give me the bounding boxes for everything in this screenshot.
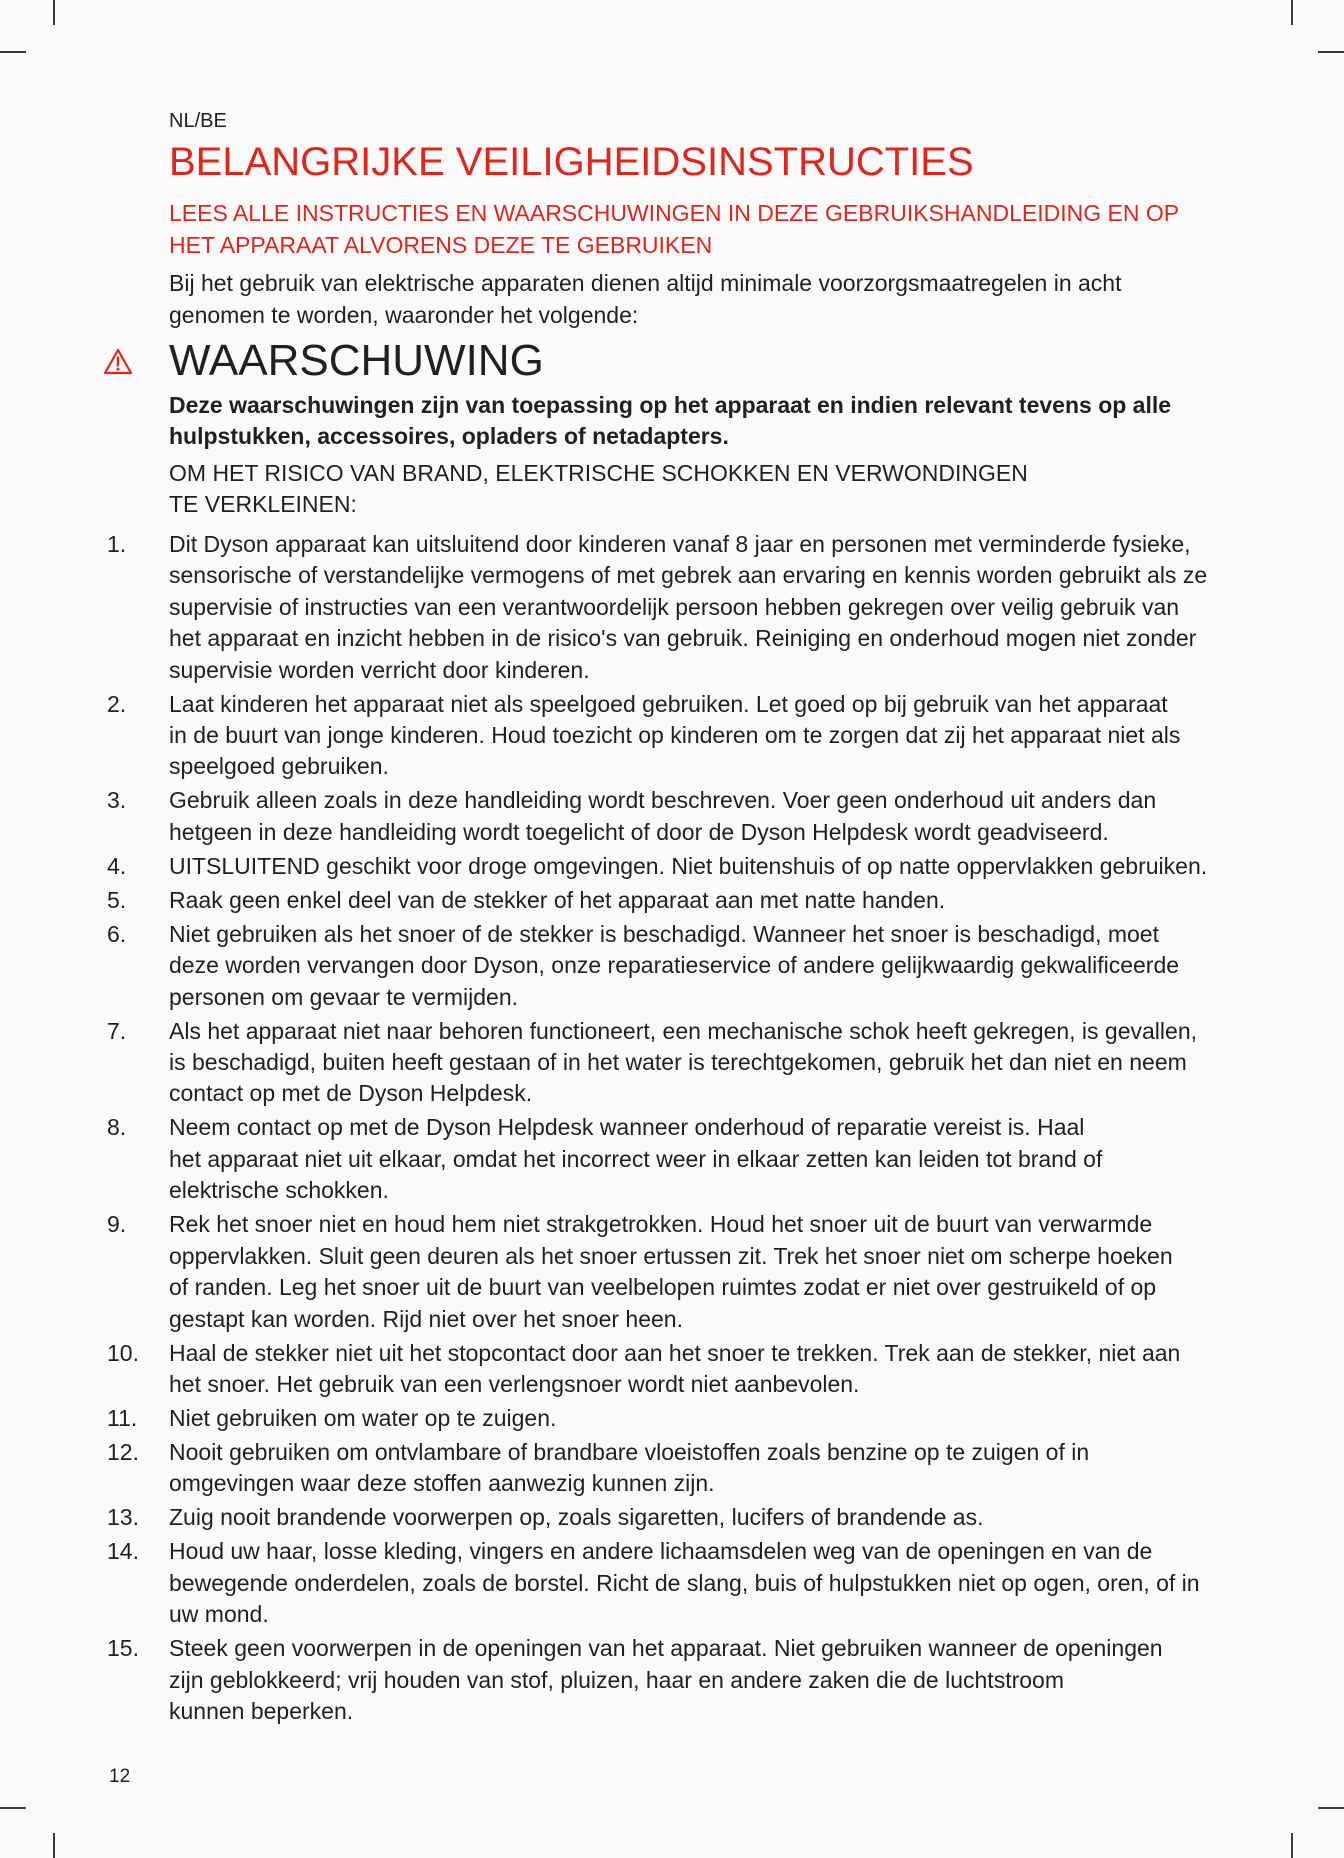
- instruction-list: [0, 529, 1344, 1730]
- instruction-line: het apparaat en inzicht hebben in de risico's van gebruik. Reiniging en onderhoud mogen niet zonder: [169, 625, 1197, 652]
- crop-mark-bottom-right-horizontal: [1318, 1807, 1344, 1809]
- instruction-line: elektrische schokken.: [169, 1177, 389, 1204]
- instruction-line: personen om gevaar te vermijden.: [169, 983, 519, 1010]
- warning-triangle-icon: [103, 348, 133, 375]
- instruction-text: [169, 1536, 1344, 1630]
- instruction-line: Niet gebruiken om water op te zuigen.: [169, 1404, 557, 1431]
- instruction-text: [169, 689, 1344, 783]
- subtitle-line: LEES ALLE INSTRUCTIES EN WAARSCHUWINGEN IN DEZE GEBRUIKSHANDLEIDING EN OP: [169, 200, 1180, 226]
- instruction-text: [169, 1209, 1344, 1335]
- instruction-number: 1.: [107, 531, 127, 557]
- locale-label: NL/BE: [169, 110, 227, 132]
- instruction-item: [0, 885, 1344, 916]
- instruction-line: het apparaat niet uit elkaar, omdat het incorrect weer in elkaar zetten kan leiden tot brand of: [169, 1145, 1103, 1172]
- page-title: BELANGRIJKE VEILIGHEIDSINSTRUCTIES: [169, 140, 974, 184]
- instruction-number: 4.: [107, 852, 127, 879]
- instruction-line: Neem contact op met de Dyson Helpdesk wanneer onderhoud of reparatie vereist is. Haal: [169, 1114, 1085, 1141]
- instruction-text: [169, 851, 1344, 882]
- instruction-line: het snoer. Het gebruik van een verlengsnoer wordt niet aanbevolen.: [169, 1370, 860, 1397]
- crop-mark-top-left-horizontal: [0, 51, 26, 53]
- subtitle: [169, 197, 1179, 261]
- instruction-item: [0, 785, 1344, 848]
- instruction-line: gestapt kan worden. Rijd niet over het snoer heen.: [169, 1305, 683, 1332]
- instruction-line: supervisie worden verricht door kinderen.: [169, 656, 590, 683]
- instruction-item: [0, 1502, 1344, 1533]
- risk-heading-line: OM HET RISICO VAN BRAND, ELEKTRISCHE SCHOKKEN EN VERWONDINGEN: [169, 460, 1028, 486]
- crop-mark-top-right-horizontal: [1318, 51, 1344, 53]
- subtitle-line: HET APPARAAT ALVORENS DEZE TE GEBRUIKEN: [169, 232, 713, 258]
- warning-applicability: [169, 390, 1171, 452]
- instruction-number: 14.: [107, 1538, 139, 1565]
- instruction-item: [0, 1016, 1344, 1110]
- instruction-text: [169, 1633, 1344, 1727]
- instruction-number: 11.: [107, 1404, 138, 1431]
- instruction-line: supervisie of instructies van een verantwoordelijk persoon hebben gekregen over veilig gebruik van: [169, 593, 1180, 620]
- instruction-text: [169, 1016, 1344, 1110]
- intro-line: genomen te worden, waaronder het volgende:: [169, 302, 639, 328]
- instruction-number: 6.: [107, 920, 127, 947]
- instruction-text: [169, 1437, 1344, 1500]
- instruction-number: 10.: [107, 1339, 139, 1366]
- instruction-text: [169, 885, 1344, 916]
- instruction-line: Laat kinderen het apparaat niet als speelgoed gebruiken. Let goed op bij gebruik van het apparaat: [169, 690, 1168, 717]
- instruction-line: is beschadigd, buiten heeft gestaan of in het water is terechtgekomen, gebruik het dan niet en neem: [169, 1049, 1187, 1076]
- instruction-line: Gebruik alleen zoals in deze handleiding wordt beschreven. Voer geen onderhoud uit anders dan: [169, 787, 1157, 814]
- instruction-line: oppervlakken. Sluit geen deuren als het snoer ertussen zit. Trek het snoer niet om scherpe hoeken: [169, 1242, 1173, 1269]
- instruction-item: [0, 1437, 1344, 1500]
- instruction-text: [169, 1338, 1344, 1401]
- instruction-number: 13.: [107, 1504, 139, 1531]
- instruction-item: [0, 851, 1344, 882]
- instruction-item: [0, 1209, 1344, 1335]
- instruction-number: 9.: [107, 1211, 127, 1238]
- instruction-item: [0, 1403, 1344, 1434]
- instruction-item: [0, 1338, 1344, 1401]
- instruction-line: contact op met de Dyson Helpdesk.: [169, 1080, 533, 1107]
- instruction-line: UITSLUITEND geschikt voor droge omgevingen. Niet buitenshuis of op natte oppervlakken gebruiken.: [169, 852, 1208, 879]
- instruction-number: 3.: [107, 787, 127, 814]
- risk-heading: [169, 458, 1028, 520]
- instruction-number: 15.: [107, 1635, 139, 1662]
- instruction-line: Nooit gebruiken om ontvlambare of brandbare vloeistoffen zoals benzine op te zuigen of in: [169, 1438, 1090, 1465]
- crop-mark-bottom-left-horizontal: [0, 1807, 26, 1809]
- instruction-line: Rek het snoer niet en houd hem niet strakgetrokken. Houd het snoer uit de buurt van verwarmde: [169, 1211, 1153, 1238]
- instruction-line: kunnen beperken.: [169, 1697, 354, 1724]
- instruction-line: omgevingen waar deze stoffen aanwezig kunnen zijn.: [169, 1470, 715, 1497]
- risk-heading-line: TE VERKLEINEN:: [169, 491, 357, 517]
- instruction-item: [0, 1633, 1344, 1727]
- instruction-line: Niet gebruiken als het snoer of de stekker is beschadigd. Wanneer het snoer is beschadigd, moet: [169, 920, 1159, 947]
- instruction-number: 8.: [107, 1114, 127, 1141]
- instruction-line: of randen. Leg het snoer uit de buurt van veelbelopen ruimtes zodat er niet over gestruikeld of op: [169, 1274, 1157, 1301]
- instruction-number: 2.: [107, 690, 127, 717]
- instruction-line: bewegende onderdelen, zoals de borstel. Richt de slang, buis of hulpstukken niet op ogen, oren, of in: [169, 1569, 1200, 1596]
- instruction-text: [169, 529, 1344, 686]
- instruction-line: zijn geblokkeerd; vrij houden van stof, pluizen, haar en andere zaken die de luchtstroom: [169, 1666, 1064, 1693]
- instruction-item: [0, 529, 1344, 686]
- intro-line: Bij het gebruik van elektrische apparaten dienen altijd minimale voorzorgsmaatregelen in acht: [169, 270, 1122, 296]
- intro-paragraph: [169, 267, 1121, 331]
- instruction-line: Dit Dyson apparaat kan uitsluitend door kinderen vanaf 8 jaar en personen met verminderde fysieke,: [169, 531, 1191, 557]
- instruction-text: [169, 1112, 1344, 1206]
- instruction-line: in de buurt van jonge kinderen. Houd toezicht op kinderen om te zorgen dat zij het apparaat niet als: [169, 722, 1181, 749]
- warning-title: WAARSCHUWING: [169, 336, 544, 385]
- instruction-number: 12.: [107, 1438, 139, 1465]
- instruction-line: Zuig nooit brandende voorwerpen op, zoals sigaretten, lucifers of brandende as.: [169, 1504, 984, 1531]
- instruction-item: [0, 1112, 1344, 1206]
- instruction-line: Steek geen voorwerpen in de openingen van het apparaat. Niet gebruiken wanneer de openingen: [169, 1635, 1163, 1662]
- instruction-line: uw mond.: [169, 1601, 269, 1628]
- page-number: 12: [109, 1766, 131, 1787]
- instruction-line: Raak geen enkel deel van de stekker of het apparaat aan met natte handen.: [169, 886, 946, 913]
- instruction-line: Haal de stekker niet uit het stopcontact door aan het snoer te trekken. Trek aan de stekker, niet aan: [169, 1339, 1181, 1366]
- instruction-text: [169, 1403, 1344, 1434]
- crop-mark-bottom-right-vertical: [1291, 1833, 1293, 1858]
- instruction-line: Houd uw haar, losse kleding, vingers en andere lichaamsdelen weg van de openingen en van de: [169, 1538, 1153, 1565]
- instruction-line: Als het apparaat niet naar behoren functioneert, een mechanische schok heeft gekregen, is gevallen,: [169, 1017, 1198, 1044]
- applicability-line: Deze waarschuwingen zijn van toepassing op het apparaat en indien relevant tevens op alle: [169, 392, 1172, 418]
- instruction-number: 7.: [107, 1017, 127, 1044]
- crop-mark-top-right-vertical: [1291, 0, 1293, 25]
- instruction-text: [169, 785, 1344, 848]
- instruction-item: [0, 1536, 1344, 1630]
- instruction-text: [169, 919, 1344, 1013]
- instruction-line: sensorische of verstandelijke vermogens of met gebrek aan ervaring en kennis worden gebruikt als ze: [169, 562, 1208, 589]
- applicability-line: hulpstukken, accessoires, opladers of netadapters.: [169, 423, 729, 449]
- instruction-item: [0, 919, 1344, 1013]
- instruction-number: 5.: [107, 886, 127, 913]
- instruction-text: [169, 1502, 1344, 1533]
- crop-mark-bottom-left-vertical: [53, 1833, 55, 1858]
- crop-mark-top-left-vertical: [53, 0, 55, 25]
- instruction-line: speelgoed gebruiken.: [169, 753, 389, 780]
- instruction-item: [0, 689, 1344, 783]
- instruction-line: hetgeen in deze handleiding wordt toegelicht of door de Dyson Helpdesk wordt geadviseerd.: [169, 818, 1109, 845]
- instruction-line: deze worden vervangen door Dyson, onze reparatieservice of andere gelijkwaardig gekwalificeerde: [169, 952, 1180, 979]
